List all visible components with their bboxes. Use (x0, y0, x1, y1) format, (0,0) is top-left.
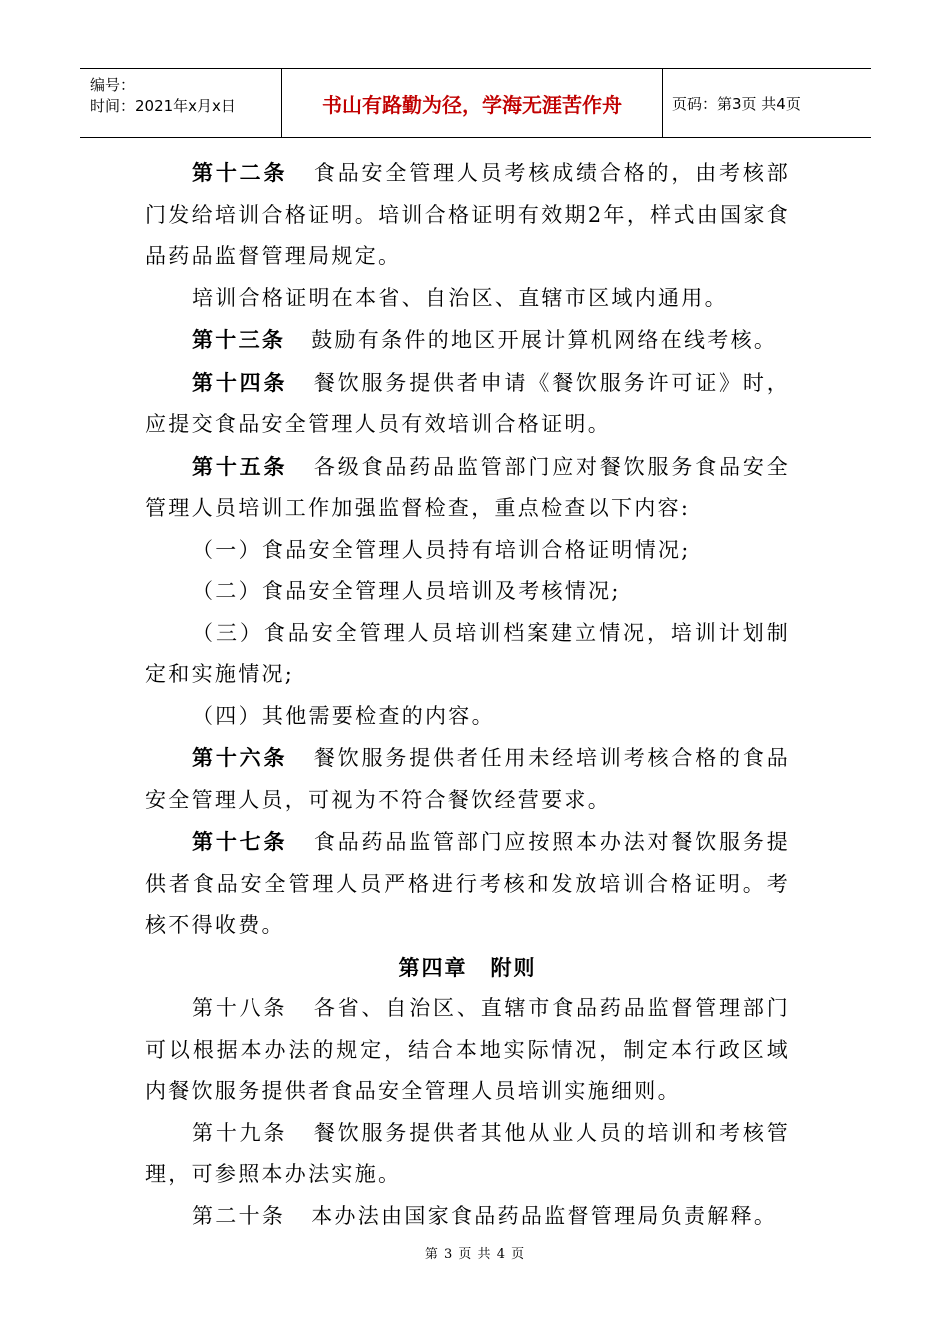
header-meta (90, 75, 280, 117)
header-motto: 书山有路勤为径，学海无涯苦作舟 (322, 92, 622, 117)
article-15: 第十五条 各级食品药品监管部门应对餐饮服务食品安全管理人员培训工作加强监督检查，重点检查以下内容: (145, 453, 791, 520)
date-label: 时间：2021年x月x日 (90, 97, 236, 115)
serial-label: 编号： (90, 76, 136, 94)
article-17: 第十七条 食品药品监管部门应按照本办法对餐饮服务提供者食品安全管理人员严格进行考核和发放培训合格证明。考核不得收费。 (145, 829, 791, 937)
document-header (80, 68, 871, 138)
list-item: （一）食品安全管理人员持有培训合格证明情况; (192, 537, 691, 562)
article-14: 第十四条 餐饮服务提供者申请《餐饮服务许可证》时，应提交食品安全管理人员有效培训合格证明。 (145, 369, 791, 436)
header-page-info: 页码：第3页 共4页 (672, 94, 801, 113)
article-12: 第十二条 食品安全管理人员考核成绩合格的，由考核部门发给培训合格证明。培训合格证明有效期2年，样式由国家食品药品监督管理局规定。 (145, 160, 791, 268)
header-divider (281, 69, 282, 137)
list-item: （三）食品安全管理人员培训档案建立情况，培训计划制定和实施情况; (145, 620, 790, 686)
document-body (145, 152, 790, 1237)
article-18: 第十八条 各省、自治区、直辖市食品药品监督管理部门可以根据本办法的规定，结合本地实际情况，制定本行政区域内餐饮服务提供者食品安全管理人员培训实施细则。 (145, 996, 791, 1103)
article-16: 第十六条 餐饮服务提供者任用未经培训考核合格的食品安全管理人员，可视为不符合餐饮经营要求。 (145, 745, 791, 812)
article-19: 第十九条 餐饮服务提供者其他从业人员的培训和考核管理，可参照本办法实施。 (145, 1120, 791, 1186)
page-footer: 第 3 页 共 4 页 (424, 1247, 526, 1262)
article-12-paragraph: 培训合格证明在本省、自治区、直辖市区域内通用。 (192, 285, 728, 310)
chapter-title: 第四章 附则 (398, 954, 537, 980)
list-item: （二）食品安全管理人员培训及考核情况; (192, 579, 621, 603)
header-divider (662, 69, 663, 137)
article-13: 第十三条 鼓励有条件的地区开展计算机网络在线考核。 (192, 327, 778, 352)
article-20: 第二十条 本办法由国家食品药品监督管理局负责解释。 (192, 1203, 778, 1228)
list-item: （四）其他需要检查的内容。 (192, 703, 495, 728)
